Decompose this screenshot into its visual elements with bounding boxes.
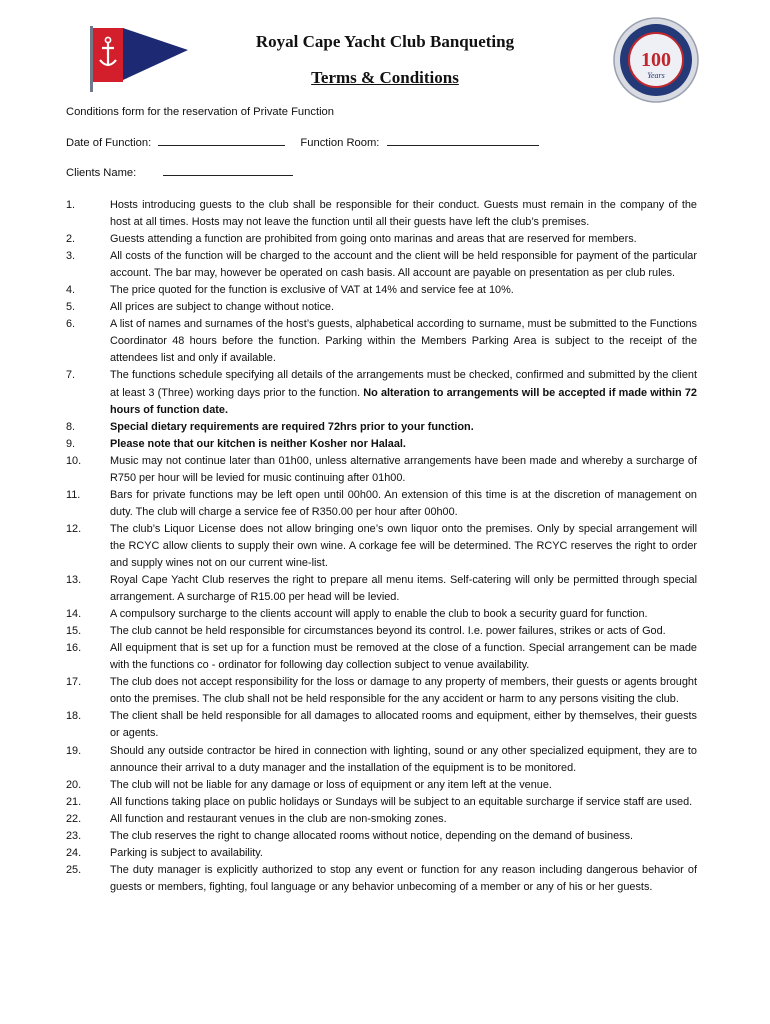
date-room-row	[66, 136, 539, 149]
term-item	[66, 794, 697, 811]
term-text	[110, 367, 697, 418]
term-number: 15.	[66, 625, 82, 638]
term-item	[66, 640, 697, 674]
term-text	[110, 743, 697, 777]
client-name-field[interactable]	[163, 166, 293, 176]
term-item	[66, 248, 697, 282]
term-plain-text: Parking is subject to availability.	[110, 846, 263, 859]
term-text	[110, 419, 697, 436]
term-number: 13.	[66, 574, 82, 587]
client-row	[66, 166, 293, 179]
term-plain-text: All functions taking place on public holidays or Sundays will be subject to an equitable surcharge if service staff are used.	[110, 795, 693, 808]
term-item	[66, 708, 697, 742]
term-text	[110, 248, 697, 282]
term-plain-text: The functions schedule specifying all details of the arrangements must be checked, confirmed and submitted by the client at least 3 (Three) working days prior to the function.	[110, 369, 697, 399]
term-plain-text: The client shall be held responsible for all damages to allocated rooms and equipment, either by themselves, their guests or agents.	[110, 710, 697, 740]
term-item	[66, 419, 697, 436]
term-number: 11.	[66, 488, 81, 501]
term-bold-text: No alteration to arrangements will be accepted if made within 72 hours of function date.	[110, 386, 697, 416]
term-number: 3.	[66, 250, 76, 263]
term-text	[110, 862, 697, 896]
term-number: 5.	[66, 301, 76, 314]
term-text	[110, 436, 697, 453]
term-item	[66, 606, 697, 623]
term-text	[110, 231, 697, 248]
term-number: 14.	[66, 608, 82, 621]
term-number: 4.	[66, 284, 76, 297]
term-item	[66, 436, 697, 453]
term-number: 19.	[66, 744, 82, 757]
term-plain-text: The club does not accept responsibility for the loss or damage to any property of members, their guests or agents brought onto the premises. The club shall not be held responsible for the any accident or harm to any persons visiting the club.	[110, 676, 697, 706]
term-text	[110, 845, 697, 862]
term-text	[110, 828, 697, 845]
term-item	[66, 572, 697, 606]
term-plain-text: A compulsory surcharge to the clients account will apply to enable the club to book a security guard for function.	[110, 608, 648, 621]
term-item	[66, 282, 697, 299]
document-title: Royal Cape Yacht Club Banqueting	[255, 32, 515, 51]
term-item	[66, 316, 697, 367]
term-plain-text: The club’s Liquor License does not allow bringing one’s own liquor onto the premises. Only by special arrangement will the RCYC allow clients to supply their own wine. A corkage fee will be determined. The RCYC reserves the right to order and supply wines not on our current wine-list.	[110, 522, 697, 569]
term-plain-text: The duty manager is explicitly authorized to stop any event or function for any reason including dangerous behavior of guests or members, fighting, foul language or any behavior unbecoming of a member or any of his or her guests.	[110, 863, 697, 893]
term-number: 20.	[66, 778, 82, 791]
term-item	[66, 845, 697, 862]
form-intro: Conditions form for the reservation of Private Function	[66, 106, 335, 118]
term-number: 2.	[66, 233, 76, 246]
term-number: 17.	[66, 676, 82, 689]
term-number: 7.	[66, 369, 76, 382]
term-text	[110, 811, 697, 828]
term-plain-text: Hosts introducing guests to the club shall be responsible for their conduct. Guests must remain in the company of the host at all times. Hosts may not leave the function until all their guests have left the club’s premises.	[110, 199, 697, 229]
term-plain-text: Should any outside contractor be hired in connection with lighting, sound or any other specialized equipment, they are to announce their arrival to a duty manager and the installation of the equipment is to be monitored.	[110, 744, 697, 774]
term-item	[66, 811, 697, 828]
term-text	[110, 777, 697, 794]
term-number: 8.	[66, 420, 76, 433]
term-text	[110, 640, 697, 674]
term-item	[66, 521, 697, 572]
document-subtitle: Terms & Conditions	[311, 68, 459, 87]
term-text	[110, 282, 697, 299]
term-text	[110, 606, 697, 623]
term-plain-text: All equipment that is set up for a function must be removed at the close of a function. Special arrangement can be made with the functions co - ordinator for following day collection subject to venue availability.	[110, 642, 697, 672]
room-label: Function Room:	[300, 137, 380, 149]
date-label: Date of Function:	[66, 137, 152, 149]
term-item	[66, 367, 697, 418]
term-plain-text: The club reserves the right to change allocated rooms without notice, depending on the demand of business.	[110, 829, 634, 842]
term-plain-text: All prices are subject to change without notice.	[110, 301, 334, 314]
term-text	[110, 453, 697, 487]
term-number: 16.	[66, 642, 82, 655]
client-label: Clients Name:	[66, 167, 137, 179]
term-plain-text: The club will not be liable for any damage or loss of equipment or any item left at the venue.	[110, 778, 552, 791]
term-text	[110, 794, 697, 811]
term-number: 24.	[66, 846, 82, 859]
term-item	[66, 743, 697, 777]
seal-number: 100	[641, 49, 671, 71]
term-plain-text: Music may not continue later than 01h00, unless alternative arrangements have been made and whereby a surcharge of R750 per hour will be levied for music continuing after 01h00.	[110, 454, 697, 484]
term-bold-text: Please note that our kitchen is neither Kosher nor Halaal.	[110, 437, 406, 450]
term-item	[66, 674, 697, 708]
term-number: 23.	[66, 829, 82, 842]
term-text	[110, 299, 697, 316]
term-item	[66, 777, 697, 794]
term-plain-text: A list of names and surnames of the host’s guests, alphabetical according to surname, must be submitted to the Functions Coordinator 48 hours before the function. Parking within the Members Parking Area is subject to the receipt of the attendees list and only if available.	[110, 318, 698, 365]
term-number: 1.	[66, 199, 76, 211]
term-text	[110, 521, 697, 572]
term-bold-text: Special dietary requirements are required 72hrs prior to your function.	[110, 420, 474, 433]
term-text	[110, 674, 697, 708]
term-plain-text: All costs of the function will be charged to the account and the client will be held responsible for payment of the particular account. The bar may, however be operated on cash basis. All account are payable on presentation as per club rules.	[110, 250, 697, 280]
term-plain-text: The price quoted for the function is exclusive of VAT at 14% and service fee at 10%.	[110, 284, 514, 297]
term-number: 18.	[66, 710, 82, 723]
term-text	[110, 572, 697, 606]
term-item	[66, 487, 697, 521]
term-plain-text: All function and restaurant venues in the club are non-smoking zones.	[110, 812, 447, 825]
term-text	[110, 708, 697, 742]
term-number: 25.	[66, 863, 82, 876]
seal-word: Years	[647, 71, 665, 80]
term-plain-text: Guests attending a function are prohibited from going onto marinas and areas that are reserved for members.	[110, 233, 637, 246]
term-number: 22.	[66, 812, 82, 825]
term-text	[110, 197, 697, 231]
terms-list	[66, 197, 697, 896]
term-item	[66, 299, 697, 316]
date-field[interactable]	[158, 136, 285, 146]
term-number: 6.	[66, 318, 76, 331]
term-plain-text: The club cannot be held responsible for circumstances beyond its control. I.e. power failures, strikes or acts of God.	[110, 625, 666, 638]
term-item	[66, 862, 697, 896]
term-number: 10.	[66, 454, 82, 467]
term-number: 21.	[66, 795, 82, 808]
term-item	[66, 623, 697, 640]
term-item	[66, 197, 697, 231]
term-item	[66, 231, 697, 248]
term-number: 12.	[66, 522, 82, 535]
term-text	[110, 623, 697, 640]
room-field[interactable]	[387, 136, 539, 146]
centenary-seal-logo	[612, 16, 700, 104]
term-plain-text: Royal Cape Yacht Club reserves the right to prepare all menu items. Self-catering will only be permitted through special arrangement. A surcharge of R15.00 per head will be levied.	[110, 574, 697, 604]
term-text	[110, 316, 697, 367]
term-item	[66, 453, 697, 487]
term-plain-text: Bars for private functions may be left open until 00h00. An extension of this time is at the discretion of management on duty. The club will charge a service fee of R350.00 per hour after 00h00.	[110, 488, 697, 518]
term-item	[66, 828, 697, 845]
term-number: 9.	[66, 437, 76, 450]
term-text	[110, 487, 697, 521]
